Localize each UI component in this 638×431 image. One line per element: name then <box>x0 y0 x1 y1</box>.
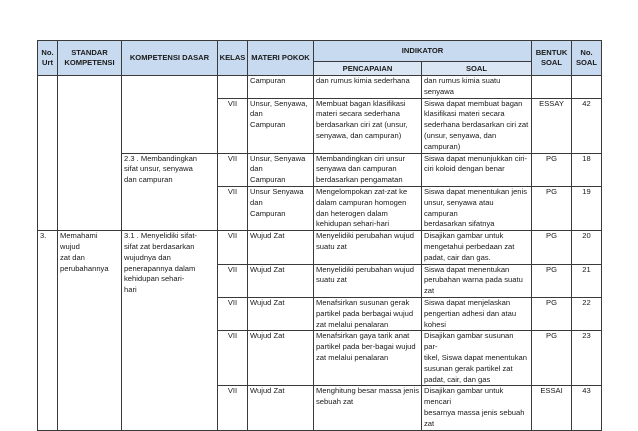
kelas-cell: VII <box>218 331 248 386</box>
no-soal-cell: 42 <box>572 98 602 153</box>
kelas-cell: VII <box>218 98 248 153</box>
table-row <box>38 153 602 186</box>
kelas-cell <box>218 76 248 99</box>
no-soal-cell: 43 <box>572 386 602 430</box>
soal-cell: Disajikan gambar susunan par- tikel, Siswa dapat menentukan susunan gerak partikel zat padat, cair, dan gas <box>422 331 532 386</box>
no-soal-cell: 21 <box>572 264 602 297</box>
pencapaian-cell: Menafsirkan susunan gerak partikel pada berbagai wujud zat melalui penalaran <box>314 297 422 330</box>
header-indikator: INDIKATOR <box>314 41 532 62</box>
no-soal-cell <box>572 76 602 99</box>
bentuk-soal-cell: PG <box>532 186 572 230</box>
kompetensi-dasar-cell: 2.3 . Membandingkan sifat unsur, senyawa dan campuran <box>122 153 218 231</box>
no-soal-cell: 19 <box>572 186 602 230</box>
soal-cell: Siswa dapat membuat bagan klasifikasi materi secara sederhana berdasarkan ciri zat (unsur, senyawa, dan campuran) <box>422 98 532 153</box>
bentuk-soal-cell: ESSAI <box>532 386 572 430</box>
soal-cell: Disajikan gambar untuk mengetahui perbedaan zat padat, cair dan gas. <box>422 231 532 264</box>
header-materi-pokok: MATERI POKOK <box>248 41 314 76</box>
materi-cell: Wujud Zat <box>248 231 314 264</box>
pencapaian-cell: Mengelompokan zat-zat ke dalam campuran homogen dan heterogen dalam kehidupan sehari-hari <box>314 186 422 230</box>
kompetensi-dasar-cell: 3.1 . Menyelidiki sifat- sifat zat berdasarkan wujudnya dan penerapannya dalam kehidupan sehari- hari <box>122 231 218 430</box>
kelas-cell: VII <box>218 231 248 264</box>
kelas-cell: VII <box>218 186 248 230</box>
no-soal-cell: 22 <box>572 297 602 330</box>
table-row <box>38 231 602 264</box>
soal-cell: dan rumus kimia suatu senyawa <box>422 76 532 99</box>
bentuk-soal-cell: ESSAY <box>532 98 572 153</box>
bentuk-soal-cell <box>532 76 572 99</box>
soal-cell: Siswa dapat menentukan jenis unsur, senyawa atau campuran berdasarkan sifatnya <box>422 186 532 230</box>
soal-cell: Siswa dapat menjelaskan pengertian adhesi dan atau kohesi <box>422 297 532 330</box>
header-kelas: KELAS <box>218 41 248 76</box>
bentuk-soal-cell: PG <box>532 297 572 330</box>
materi-cell: Wujud Zat <box>248 331 314 386</box>
soal-cell: Siswa dapat menunjukkan ciri- ciri koloid dengan benar <box>422 153 532 186</box>
header-soal: SOAL <box>422 62 532 76</box>
no-soal-cell: 18 <box>572 153 602 186</box>
standar-kompetensi-cell <box>58 76 122 231</box>
pencapaian-cell: Menyelidiki perubahan wujud suatu zat <box>314 231 422 264</box>
pencapaian-cell: dan rumus kimia sederhana <box>314 76 422 99</box>
bentuk-soal-cell: PG <box>532 264 572 297</box>
standar-kompetensi-cell: Memahami wujud zat dan perubahannya <box>58 231 122 430</box>
kompetensi-dasar-cell <box>122 76 218 154</box>
soal-cell: Siswa dapat menentukan perubahan warna pada suatu zat <box>422 264 532 297</box>
header-no-urt: No. Urt <box>38 41 58 76</box>
bentuk-soal-cell: PG <box>532 331 572 386</box>
kelas-cell: VII <box>218 386 248 430</box>
materi-cell: Unsur, Senyawa, dan Campuran <box>248 98 314 153</box>
pencapaian-cell: Membandingkan ciri unsur senyawa dan campuran berdasarkan pengamatan <box>314 153 422 186</box>
materi-cell: Unsur Senyawa dan Campuran <box>248 186 314 230</box>
pencapaian-cell: Membuat bagan klasifikasi materi secara sederhana berdasarkan ciri zat (unsur, senyawa, dan campuran) <box>314 98 422 153</box>
bentuk-soal-cell: PG <box>532 231 572 264</box>
no-soal-cell: 20 <box>572 231 602 264</box>
header-no-soal: No. SOAL <box>572 41 602 76</box>
bentuk-soal-cell: PG <box>532 153 572 186</box>
kelas-cell: VII <box>218 153 248 186</box>
header-bentuk-soal: BENTUK SOAL <box>532 41 572 76</box>
header-kompetensi-dasar: KOMPETENSI DASAR <box>122 41 218 76</box>
pencapaian-cell: Menyelidiki perubahan wujud suatu zat <box>314 264 422 297</box>
pencapaian-cell: Menafsirkan gaya tarik anat partikel pada ber-bagai wujud zat melalui penalaran <box>314 331 422 386</box>
no-soal-cell: 23 <box>572 331 602 386</box>
materi-cell: Wujud Zat <box>248 297 314 330</box>
pencapaian-cell: Menghitung besar massa jenis sebuah zat <box>314 386 422 430</box>
materi-cell: Campuran <box>248 76 314 99</box>
materi-cell: Unsur, Senyawa dan Campuran <box>248 153 314 186</box>
kisi-kisi-table <box>37 40 602 431</box>
materi-cell: Wujud Zat <box>248 386 314 430</box>
header-pencapaian: PENCAPAIAN <box>314 62 422 76</box>
kelas-cell: VII <box>218 297 248 330</box>
header-standar-kompetensi: STANDAR KOMPETENSI <box>58 41 122 76</box>
no-urt-cell: 3. <box>38 231 58 430</box>
no-urt-cell <box>38 76 58 231</box>
kelas-cell: VII <box>218 264 248 297</box>
soal-cell: Disajikan gambar untuk mencari besarnya massa jenis sebuah zat <box>422 386 532 430</box>
table-row <box>38 76 602 99</box>
materi-cell: Wujud Zat <box>248 264 314 297</box>
